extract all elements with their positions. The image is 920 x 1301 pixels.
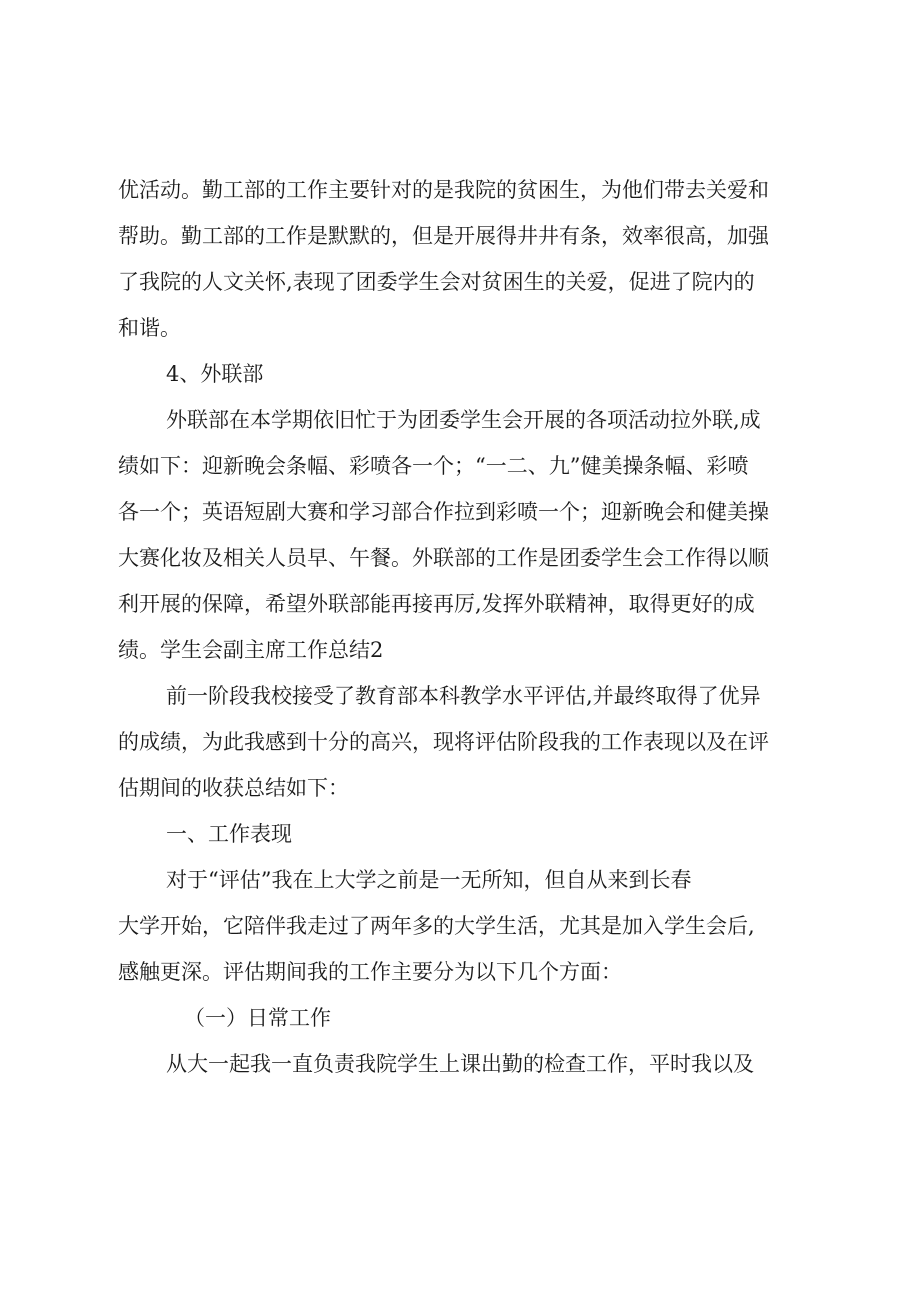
text-line: 外联部在本学期依旧忙于为团委学生会开展的各项活动拉外联,成 [166,408,761,432]
text-line: 前一阶段我校接受了教育部本科教学水平评估,并最终取得了优异 [166,684,761,708]
text-line: 的成绩，为此我感到十分的高兴，现将评估阶段我的工作表现以及在评 [118,730,769,754]
text-line: 感触更深。评估期间我的工作主要分为以下几个方面： [118,960,622,984]
text-line: 估期间的收获总结如下： [118,776,349,800]
text-line: 了我院的人文关怀,表现了团委学生会对贫困生的关爱，促进了院内的 [118,270,755,294]
section-heading-foreign-liaison: 4、外联部 [166,362,264,386]
text-line: 大学开始，它陪伴我走过了两年多的大学生活，尤其是加入学生会后, [118,914,755,938]
text-line: 绩如下：迎新晚会条幅、彩喷各一个；“一二、九”健美操条幅、彩喷 [118,454,749,478]
text-line: 利开展的保障，希望外联部能再接再厉,发挥外联精神，取得更好的成 [118,592,755,616]
document-body [118,167,832,1087]
text-line: 从大一起我一直负责我院学生上课出勤的检查工作，平时我以及 [166,1052,754,1076]
section-heading-work-performance: 一、工作表现 [166,822,292,846]
text-line: 帮助。勤工部的工作是默默的，但是开展得井井有条，效率很高，加强 [118,224,769,248]
text-line: 对于“评估”我在上大学之前是一无所知，但自从来到长春 [166,868,692,892]
text-line: 和谐。 [118,316,181,340]
text-line: 大赛化妆及相关人员早、午餐。外联部的工作是团委学生会工作得以顺 [118,546,769,570]
text-line: 优活动。勤工部的工作主要针对的是我院的贫困生，为他们带去关爱和 [118,178,769,202]
text-line: 绩。学生会副主席工作总结2 [118,638,384,662]
text-line: 各一个；英语短剧大赛和学习部合作拉到彩喷一个；迎新晚会和健美操 [118,500,769,524]
subsection-heading-daily-work: （一）日常工作 [184,1006,331,1030]
